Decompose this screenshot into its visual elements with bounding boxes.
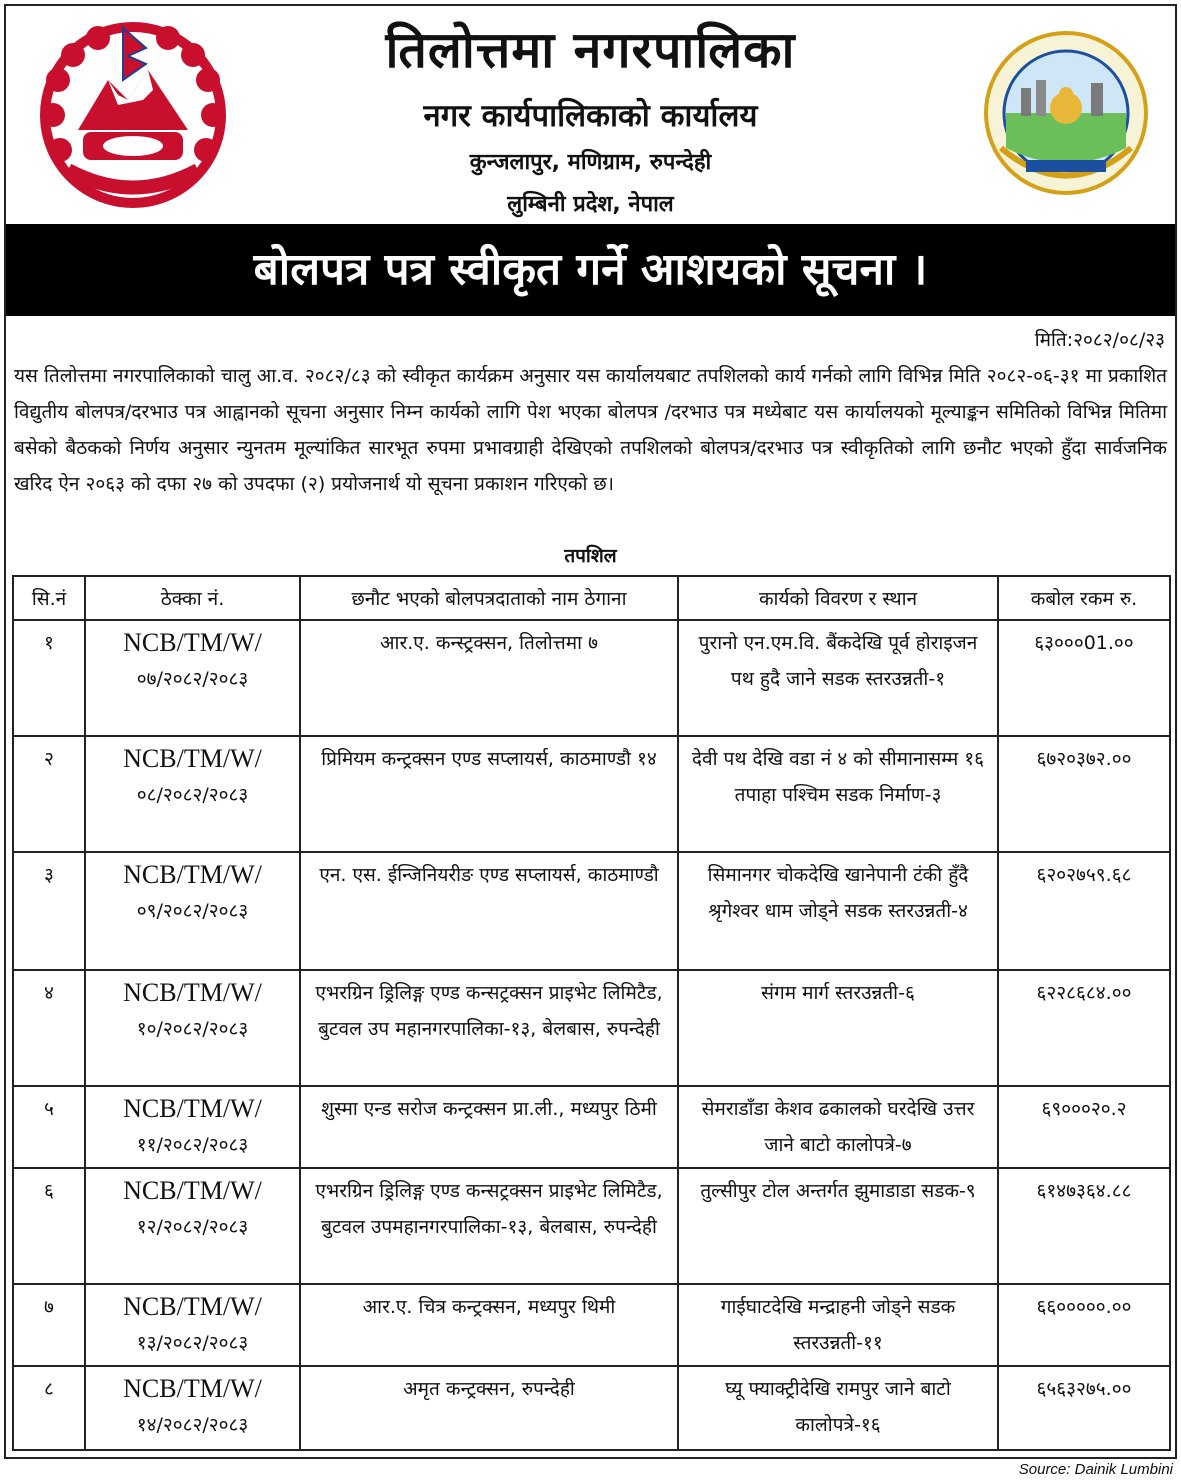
cell-ref-line1: NCB/TM/W/: [123, 744, 262, 773]
cell-ref-line2: १४/२०८२/२०८३: [136, 1414, 249, 1436]
cell-ref: [85, 736, 300, 852]
cell-ref-line1: NCB/TM/W/: [123, 978, 262, 1007]
col-header-amount: कबोल रकम रु.: [998, 576, 1170, 620]
cell-ref: [85, 970, 300, 1086]
cell-bidder: शुस्मा एन्ड सरोज कन्ट्रक्सन प्रा.ली., मध्यपुर ठिमी: [300, 1086, 678, 1168]
table-row: [13, 620, 1170, 736]
col-header-work: कार्यको विवरण र स्थान: [678, 576, 998, 620]
office-subtitle: नगर कार्यपालिकाको कार्यालय: [423, 98, 758, 134]
cell-bidder: एभरग्रिन ड्रिलिङ्ग एण्ड कन्सट्रक्सन प्राइभेट लिमिटैड, बुटवल उप महानगरपालिका-१३, बेलबास, रुपन्देही: [300, 970, 678, 1086]
cell-work: गाईघाटदेखि मन्द्राहनी जोड्ने सडक स्तरउन्नती-११: [678, 1284, 998, 1366]
cell-sn: २: [13, 736, 85, 852]
cell-amount: ६२०२७५९.६८: [998, 852, 1170, 970]
cell-ref-line1: NCB/TM/W/: [123, 628, 262, 657]
cell-amount: ६२२८६८४.००: [998, 970, 1170, 1086]
cell-ref-line2: ०९/२०८२/२०८३: [136, 900, 249, 922]
source-credit: Source: Dainik Lumbini: [1018, 1461, 1173, 1478]
cell-amount: ६१४७३६४.८८: [998, 1168, 1170, 1284]
office-province: लुम्बिनी प्रदेश, नेपाल: [507, 192, 674, 217]
cell-ref-line1: NCB/TM/W/: [123, 1374, 262, 1403]
cell-sn: ६: [13, 1168, 85, 1284]
table-row: [13, 1366, 1170, 1450]
cell-sn: ४: [13, 970, 85, 1086]
cell-amount: ६९०००२०.२: [998, 1086, 1170, 1168]
office-address: कुन्जलापुर, मणिग्राम, रुपन्देही: [469, 150, 712, 175]
cell-work: पुरानो एन.एम.वि. बैंकदेखि पूर्व होराइजन पथ हुदै जाने सडक स्तरउन्नती-१: [678, 620, 998, 736]
cell-ref-line1: NCB/TM/W/: [123, 1094, 262, 1123]
cell-ref-line2: ११/२०८२/२०८३: [136, 1134, 249, 1156]
cell-ref-line2: १०/२०८२/२०८३: [136, 1018, 249, 1040]
cell-bidder: आर.ए. कन्स्ट्रक्सन, तिलोत्तमा ७: [300, 620, 678, 736]
cell-work: सिमानगर चोकदेखि खानेपानी टंकी हुँदै श्रृगेश्वर धाम जोड्ने सडक स्तरउन्नती-४: [678, 852, 998, 970]
cell-ref: [85, 852, 300, 970]
notice-body: यस तिलोत्तमा नगरपालिकाको चालु आ.व. २०८२/८३ को स्वीकृत कार्यक्रम अनुसार यस कार्यालयबाट तपशिलको कार्य गर्नको लागि विभिन्न मिति २०८२-०६-३१ मा प्रकाशित विद्युतीय बोलपत्र/दरभाउ पत्र आह्वानको सूचना अनुसार निम्न कार्यको लागि पेश भएका बोलपत्र /दरभाउ पत्र मध्येबाट यस कार्यालयको मूल्याङ्कन समितिको विभिन्न मितिमा बसेको बैठकको निर्णय अनुसार न्युनतम मूल्यांकित सारभूत रुपमा प्रभावग्राही देखिएको तपशिलको बोलपत्र/दरभाउ पत्र स्वीकृतिको लागि छनौट भएको हुँदा सार्वजनिक खरिद ऐन २०६३ को दफा २७ को उपदफा (२) प्रयोजनार्थ यो सूचना प्रकाशन गरिएको छ।: [14, 365, 1167, 495]
cell-sn: ८: [13, 1366, 85, 1450]
col-header-ref: ठेक्का नं.: [85, 576, 300, 620]
cell-ref: [85, 1168, 300, 1284]
cell-amount: ६३०००01.००: [998, 620, 1170, 736]
cell-bidder: आर.ए. चित्र कन्ट्रक्सन, मध्यपुर थिमी: [300, 1284, 678, 1366]
cell-ref-line2: १३/२०८२/२०८३: [136, 1332, 249, 1354]
table-row: [13, 852, 1170, 970]
notice-date: मिति:२०८२/०८/२३: [1034, 329, 1165, 351]
cell-ref: [85, 620, 300, 736]
cell-amount: ६५६३२७५.००: [998, 1366, 1170, 1450]
cell-ref-line2: १२/२०८२/२०८३: [136, 1216, 249, 1238]
header: [6, 6, 1175, 224]
cell-sn: १: [13, 620, 85, 736]
cell-sn: ७: [13, 1284, 85, 1366]
col-header-sn: सि.नं: [13, 576, 85, 620]
table-row: [13, 1168, 1170, 1284]
cell-bidder: एभरग्रिन ड्रिलिङ्ग एण्ड कन्सट्रक्सन प्राइभेट लिमिटैड, बुटवल उपमहानगरपालिका-१३, बेलबास, रुपन्देही: [300, 1168, 678, 1284]
table-row: [13, 1284, 1170, 1366]
cell-work: घ्यू फ्याक्ट्रीदेखि रामपुर जाने बाटो कालोपत्रे-१६: [678, 1366, 998, 1450]
table-row: [13, 1086, 1170, 1168]
notice-banner: बोलपत्र पत्र स्वीकृत गर्ने आशयको सूचना ।: [6, 224, 1175, 316]
cell-bidder: अमृत कन्ट्रक्सन, रुपन्देही: [300, 1366, 678, 1450]
cell-bidder: एन. एस. ईन्जिनियरीङ एण्ड सप्लायर्स, काठमाण्डौ: [300, 852, 678, 970]
municipality-logo-icon: [981, 28, 1151, 198]
cell-work: तुल्सीपुर टोल अन्तर्गत झुमाडाडा सडक-९: [678, 1168, 998, 1284]
cell-bidder: प्रिमियम कन्ट्रक्सन एण्ड सप्लायर्स, काठमाण्डौ १४: [300, 736, 678, 852]
municipality-title: तिलोत्तमा नगरपालिका: [385, 21, 796, 79]
cell-ref: [85, 1284, 300, 1366]
col-header-bidder: छनौट भएको बोलपत्रदाताको नाम ठेगाना: [300, 576, 678, 620]
cell-work: देवी पथ देखि वडा नं ४ को सीमानासम्म १६ तपाहा पश्चिम सडक निर्माण-३: [678, 736, 998, 852]
notice-sheet: [4, 4, 1177, 1459]
cell-ref-line1: NCB/TM/W/: [123, 1176, 262, 1205]
table-row: [13, 736, 1170, 852]
cell-ref: [85, 1086, 300, 1168]
cell-amount: ६७२०३७२.००: [998, 736, 1170, 852]
table-caption: तपशिल: [564, 545, 617, 567]
cell-sn: ५: [13, 1086, 85, 1168]
table-header-row: [13, 576, 1170, 620]
cell-ref-line2: ०७/२०८२/२०८३: [136, 668, 249, 690]
cell-work: सेमराडाँडा केशव ढकालको घरदेखि उत्तर जाने बाटो कालोपत्रे-७: [678, 1086, 998, 1168]
table-row: [13, 970, 1170, 1086]
cell-sn: ३: [13, 852, 85, 970]
cell-ref-line2: ०८/२०८२/२०८३: [136, 784, 249, 806]
cell-work: संगम मार्ग स्तरउन्नती-६: [678, 970, 998, 1086]
cell-ref-line1: NCB/TM/W/: [123, 860, 262, 889]
bid-table: [12, 575, 1171, 1451]
cell-ref-line1: NCB/TM/W/: [123, 1292, 262, 1321]
cell-amount: ६६०००००.००: [998, 1284, 1170, 1366]
cell-ref: [85, 1366, 300, 1450]
